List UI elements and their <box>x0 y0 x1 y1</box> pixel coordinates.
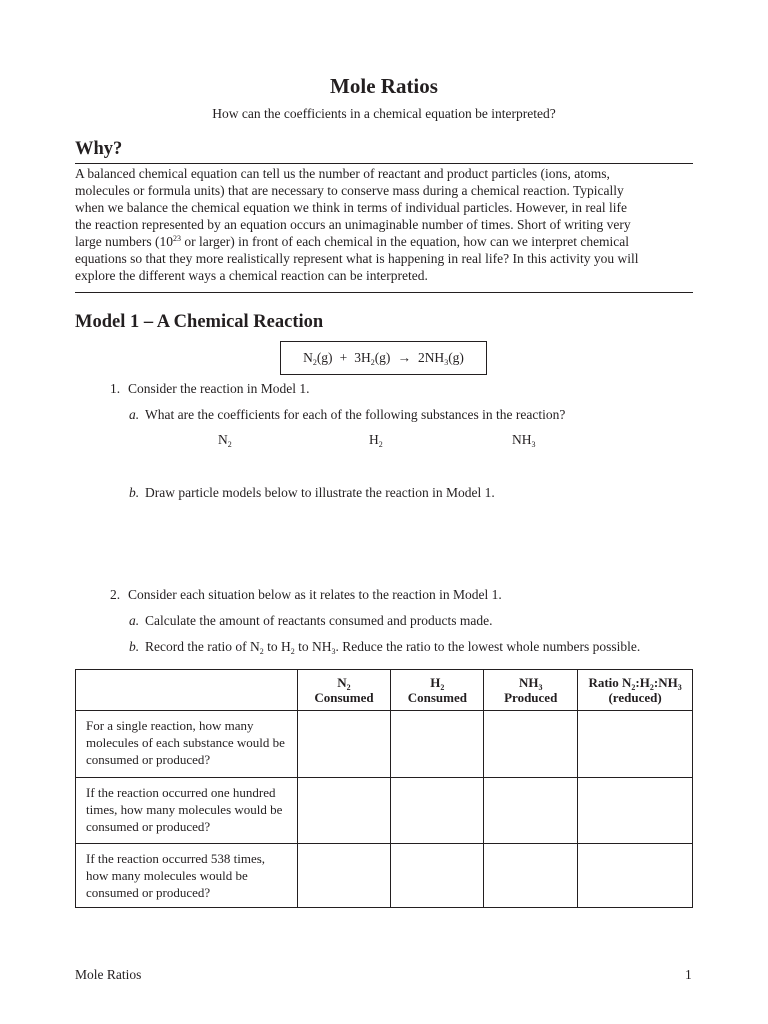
answer-cell-n2-hundred[interactable] <box>297 778 391 844</box>
page-title: Mole Ratios <box>330 74 438 98</box>
equation-n2: $N_2(g)$ <box>303 350 333 367</box>
answer-cell-h2-single[interactable] <box>391 711 484 778</box>
answer-cell-nh3-single[interactable] <box>484 711 578 778</box>
question-1a-text: What are the coefficients for each of the following substances in the reaction? <box>145 407 566 422</box>
row-label-single: For a single reaction, how many molecules of each substance would be consumed or produced? <box>76 711 298 778</box>
why-heading: Why? <box>75 139 123 159</box>
species-nh3: $NH_3$ <box>512 432 536 449</box>
equation-arrow: → <box>397 350 411 365</box>
equation-h2: $3H_2(g)$ <box>354 350 391 367</box>
model1-heading: Model 1 – A Chemical Reaction <box>75 312 324 332</box>
question-2 <box>110 587 502 603</box>
why-line-5 <box>75 233 690 250</box>
question-2b <box>129 639 640 655</box>
page-subtitle: How can the coefficients in a chemical equation be interpreted? <box>212 106 556 121</box>
answer-cell-ratio-hundred[interactable] <box>578 778 693 844</box>
answer-cell-h2-538[interactable] <box>391 844 484 908</box>
why-bottom-rule <box>75 292 693 293</box>
why-exponent: 23 <box>172 234 181 243</box>
question-1a-label: a. <box>129 407 140 422</box>
column-header-nh3: $NH_3$ Produced <box>484 670 578 711</box>
question-2a <box>129 613 493 629</box>
equation-nh3: $2NH_3(g)$ <box>417 350 464 367</box>
answer-cell-h2-hundred[interactable] <box>391 778 484 844</box>
mole-ratio-table <box>75 669 693 908</box>
why-line-5-post: or larger) in front of each chemical in the equation, how can we interpret chemical <box>180 234 630 249</box>
row-label-hundred: If the reaction occurred one hundred times, how many molecules would be consumed or produced? <box>76 778 298 844</box>
why-top-rule <box>75 163 693 164</box>
why-line-5-pre: large numbers (10 <box>75 234 173 249</box>
page-number: 1 <box>685 967 692 982</box>
why-line-4: the reaction represented by an equation occurs an unimaginable number of times. Short of writing very <box>75 217 631 232</box>
table-corner-cell <box>76 670 298 711</box>
table-row <box>76 844 693 908</box>
question-1a <box>129 407 565 423</box>
column-header-ratio: Ratio $N_2:H_2:NH_3$ (reduced) <box>578 670 693 711</box>
why-line-6: equations so that they more realistically represent what is happening in real life? In this activity you will <box>75 251 639 266</box>
table-row <box>76 711 693 778</box>
question-2-text: Consider each situation below as it relates to the reaction in Model 1. <box>128 587 502 602</box>
answer-cell-nh3-hundred[interactable] <box>484 778 578 844</box>
question-1-text: Consider the reaction in Model 1. <box>128 381 310 396</box>
question-1 <box>110 381 309 397</box>
question-2a-label: a. <box>129 613 140 628</box>
answer-cell-ratio-538[interactable] <box>578 844 693 908</box>
question-1b-label: b. <box>129 485 140 500</box>
species-n2: $N_2$ <box>218 432 232 449</box>
table-row <box>76 778 693 844</box>
footer-title: Mole Ratios <box>75 967 142 982</box>
why-paragraph <box>75 165 690 284</box>
row-label-538: If the reaction occurred 538 times, how many molecules would be consumed or produced? <box>76 844 298 908</box>
why-line-7: explore the different ways a chemical reaction can be interpreted. <box>75 268 428 283</box>
question-2b-label: b. <box>129 639 140 654</box>
answer-cell-n2-538[interactable] <box>297 844 391 908</box>
question-1b-text: Draw particle models below to illustrate the reaction in Model 1. <box>145 485 495 500</box>
why-line-3: when we balance the chemical equation we think in terms of individual particles. However, in real life <box>75 200 628 215</box>
column-header-h2: $H_2$ Consumed <box>391 670 484 711</box>
answer-cell-nh3-538[interactable] <box>484 844 578 908</box>
question-2a-text: Calculate the amount of reactants consumed and products made. <box>145 613 493 628</box>
question-2-number: 2. <box>110 587 121 602</box>
chemical-equation-box <box>280 341 487 375</box>
answer-cell-n2-single[interactable] <box>297 711 391 778</box>
table-header-row <box>76 670 693 711</box>
equation-plus: + <box>339 350 348 365</box>
question-1-number: 1. <box>110 381 121 396</box>
column-header-n2: $N_2$ Consumed <box>297 670 391 711</box>
species-h2: $H_2$ <box>369 432 383 449</box>
question-1b <box>129 485 495 501</box>
why-line-1: A balanced chemical equation can tell us the number of reactant and product particles (ions, atoms, <box>75 166 610 181</box>
why-line-2: molecules or formula units) that are necessary to conserve mass during a chemical reaction. Typically <box>75 183 624 198</box>
answer-cell-ratio-single[interactable] <box>578 711 693 778</box>
question-2b-text: Record the ratio of $N_2$ to $H_2$ to $NH_3$. Reduce the ratio to the lowest whole numbers possible. <box>145 639 641 656</box>
